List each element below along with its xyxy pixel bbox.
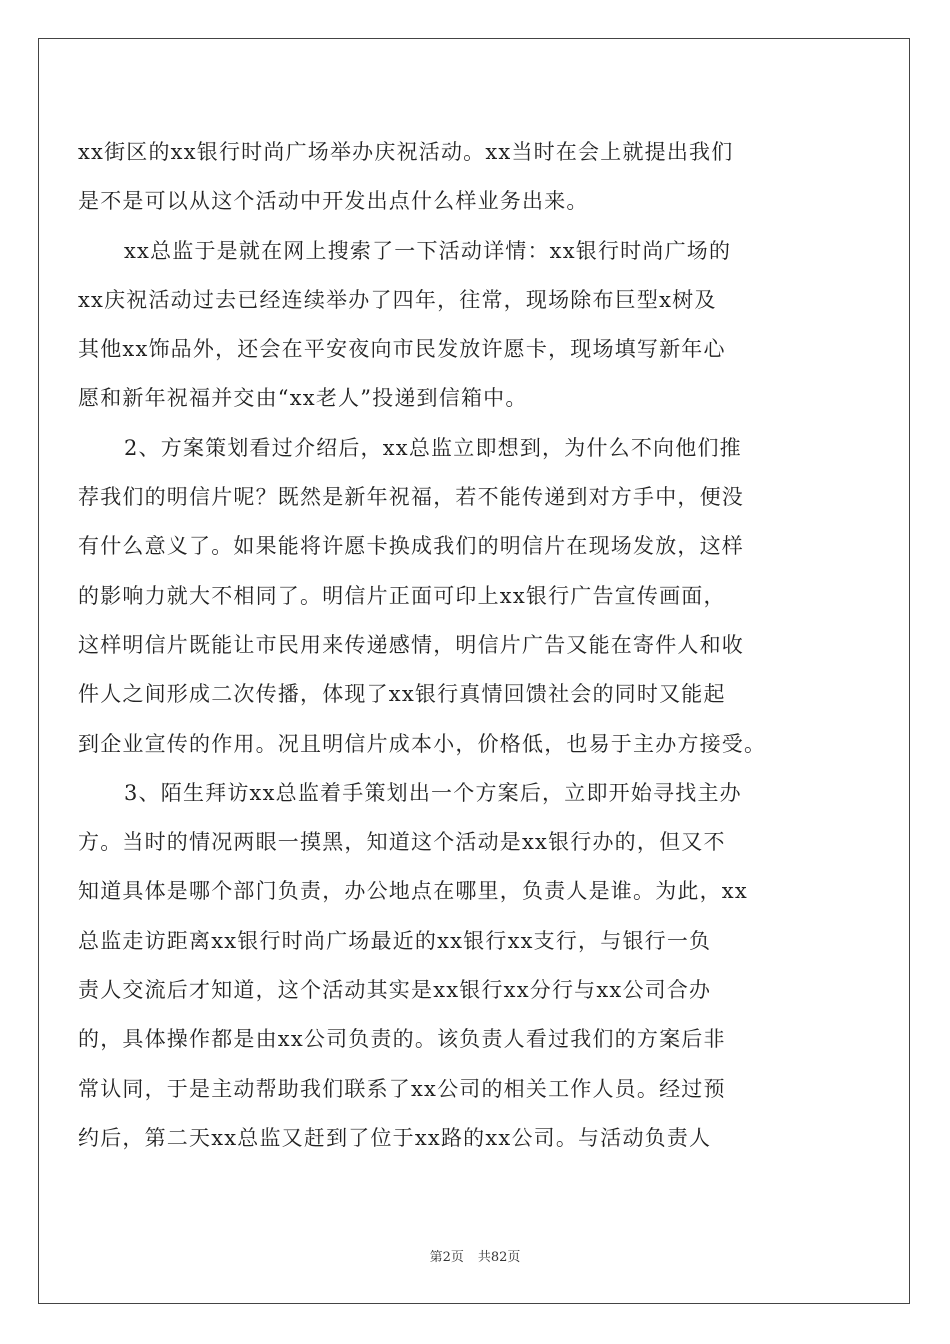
text-line: 方。当时的情况两眼一摸黑，知道这个活动是xx银行办的，但又不	[78, 830, 726, 855]
text-line: 件人之间形成二次传播，体现了xx银行真情回馈社会的同时又能起	[78, 682, 726, 707]
text-line: 责人交流后才知道，这个活动其实是xx银行xx分行与xx公司合办	[78, 978, 712, 1003]
text-line: 知道具体是哪个部门负责，办公地点在哪里，负责人是谁。为此，xx	[78, 879, 748, 904]
text-line: 常认同，于是主动帮助我们联系了xx公司的相关工作人员。经过预	[78, 1076, 726, 1101]
text-line: 2、方案策划看过介绍后，xx总监立即想到，为什么不向他们推	[124, 435, 742, 460]
text-line: 3、陌生拜访xx总监着手策划出一个方案后，立即开始寻找主办	[124, 780, 742, 805]
page-number: 第2页	[429, 1250, 464, 1265]
text-line: 这样明信片既能让市民用来传递感情，明信片广告又能在寄件人和收	[78, 632, 744, 657]
text-line: 的，具体操作都是由xx公司负责的。该负责人看过我们的方案后非	[78, 1027, 726, 1052]
text-line: xx庆祝活动过去已经连续举办了四年，往常，现场除布巨型x树及	[78, 287, 717, 312]
text-line: 愿和新年祝福并交由“xx老人”投递到信箱中。	[78, 386, 528, 411]
text-line: 荐我们的明信片呢？既然是新年祝福，若不能传递到对方手中，便没	[78, 485, 744, 510]
text-line: 总监走访距离xx银行时尚广场最近的xx银行xx支行，与银行一负	[78, 928, 712, 953]
text-line: xx总监于是就在网上搜索了一下活动详情：xx银行时尚广场的	[124, 238, 732, 263]
document-body	[78, 128, 878, 1163]
text-line: 其他xx饰品外，还会在平安夜向市民发放许愿卡，现场填写新年心	[78, 337, 726, 362]
text-line: xx街区的xx银行时尚广场举办庆祝活动。xx当时在会上就提出我们	[78, 140, 734, 164]
page-footer	[0, 1246, 950, 1265]
text-line: 约后，第二天xx总监又赶到了位于xx路的xx公司。与活动负责人	[78, 1125, 712, 1150]
text-line: 到企业宣传的作用。况且明信片成本小，价格低，也易于主办方接受。	[78, 731, 767, 756]
total-pages: 共82页	[477, 1250, 521, 1265]
text-line: 是不是可以从这个活动中开发出点什么样业务出来。	[78, 189, 589, 214]
text-line: 的影响力就大不相同了。明信片正面可印上xx银行广告宣传画面，	[78, 583, 726, 608]
text-line: 有什么意义了。如果能将许愿卡换成我们的明信片在现场发放，这样	[78, 534, 744, 559]
